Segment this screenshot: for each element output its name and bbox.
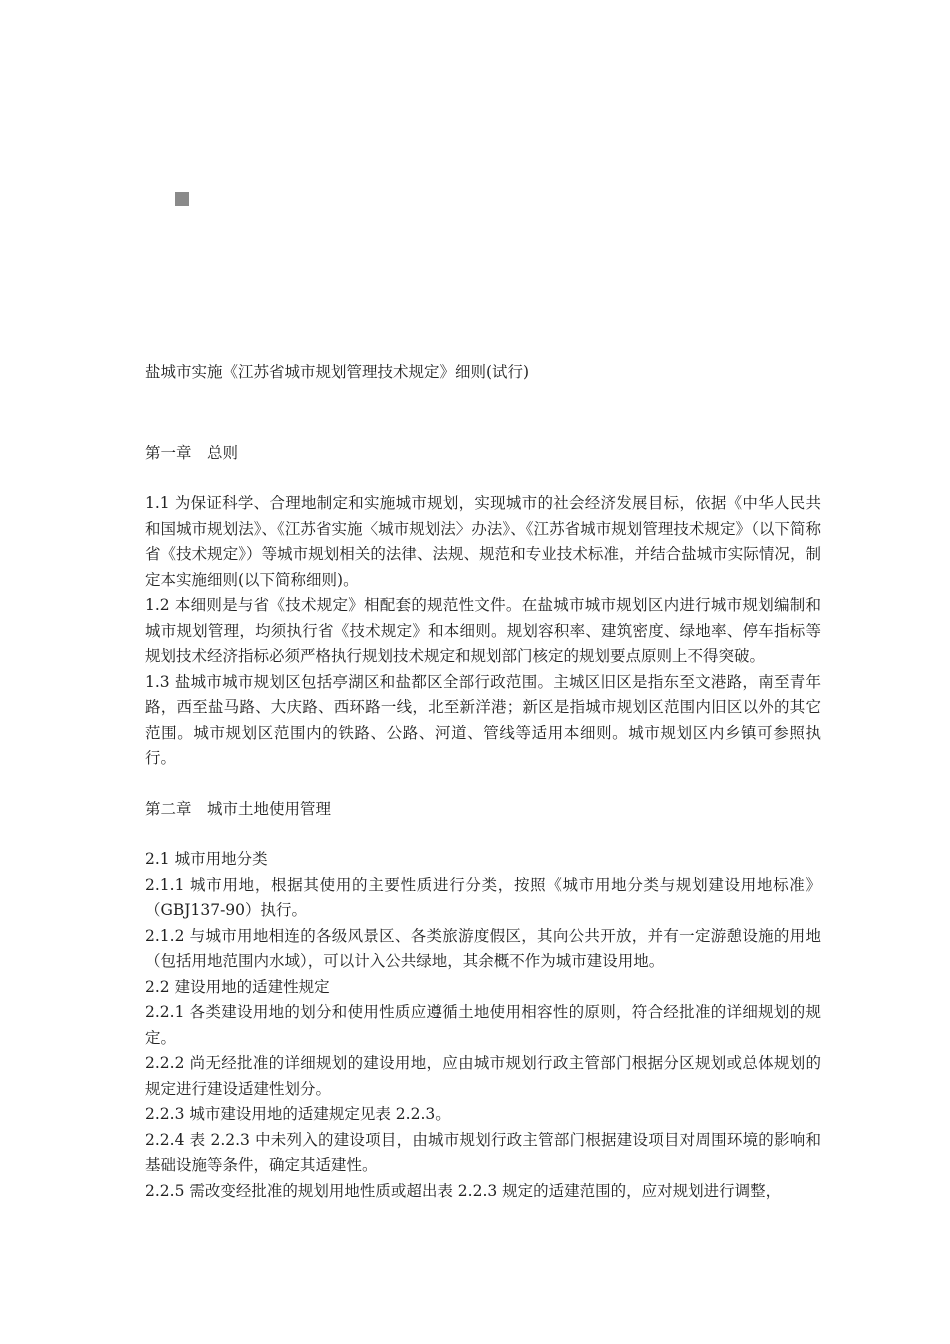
chapter-heading: 第一章 总则 — [145, 443, 239, 462]
paragraph: 1.2 本细则是与省《技术规定》相配套的规范性文件。在盐城市城市规划区内进行城市规划编制和城市规划管理，均须执行省《技术规定》和本细则。规划容积率、建筑密度、绿地率、停车指标等规划技术经济指标必须严格执行规划技术规定和规划部门核定的规划要点原则上不得突破。 — [145, 596, 821, 665]
document-body — [145, 360, 821, 1204]
paragraph: 1.3 盐城市城市规划区包括亭湖区和盐都区全部行政范围。主城区旧区是指东至文港路，南至青年路，西至盐马路、大庆路、西环路一线，北至新洋港；新区是指城市规划区范围内旧区以外的其它范围。城市规划区范围内的铁路、公路、河道、管线等适用本细则。城市规划区内乡镇可参照执行。 — [145, 672, 821, 767]
paragraph: 2.2.3 城市建设用地的适建规定见表 2.2.3。 — [145, 1105, 451, 1123]
document-title: 盐城市实施《江苏省城市规划管理技术规定》细则(试行) — [145, 363, 530, 381]
paragraph: 2.2.1 各类建设用地的划分和使用性质应遵循土地使用相容性的原则，符合经批准的详细规划的规定。 — [145, 1003, 821, 1047]
image-placeholder-icon — [175, 192, 189, 206]
paragraph: 2.2.4 表 2.2.3 中未列入的建设项目，由城市规划行政主管部门根据建设项目对周围环境的影响和基础设施等条件，确定其适建性。 — [145, 1130, 821, 1174]
paragraph: 2.2.2 尚无经批准的详细规划的建设用地，应由城市规划行政主管部门根据分区规划或总体规划的规定进行建设适建性划分。 — [145, 1054, 821, 1098]
paragraph: 2.1.2 与城市用地相连的各级风景区、各类旅游度假区，其向公共开放，并有一定游憩设施的用地（包括用地范围内水域），可以计入公共绿地，其余概不作为城市建设用地。 — [145, 926, 821, 970]
paragraph: 2.2.5 需改变经批准的规划用地性质或超出表 2.2.3 规定的适建范围的，应对规划进行调整， — [145, 1181, 782, 1200]
paragraph: 2.1.1 城市用地，根据其使用的主要性质进行分类，按照《城市用地分类与规划建设用地标准》（GBJ137-90）执行。 — [145, 875, 821, 919]
section-heading: 2.1 城市用地分类 — [145, 850, 268, 868]
section-heading: 2.2 建设用地的适建性规定 — [145, 977, 330, 996]
chapter-heading: 第二章 城市土地使用管理 — [145, 799, 332, 818]
paragraph: 1.1 为保证科学、合理地制定和实施城市规划，实现城市的社会经济发展目标，依据《中华人民共和国城市规划法》、《江苏省实施〈城市规划法〉办法》、《江苏省城市规划管理技术规定》（以下简称省《技术规定》）等城市规划相关的法律、法规、规范和专业技术标准，并结合盐城市实际情况，制定本实施细则(以下简称细则)。 — [145, 494, 821, 589]
